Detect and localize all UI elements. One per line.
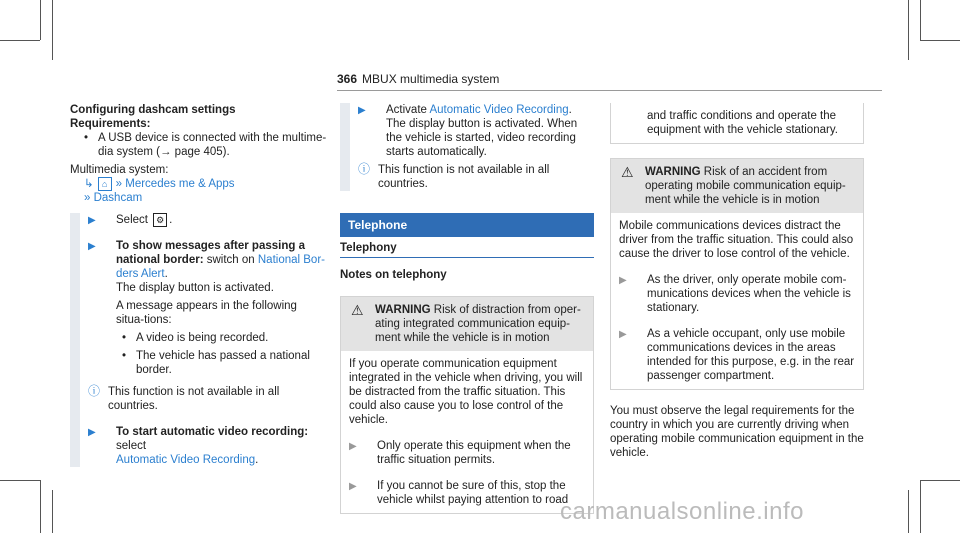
- requirement-item: • A USB device is connected with the multime-dia system (→ page 405).: [84, 132, 327, 158]
- list-item: • The vehicle has passed a national border.: [122, 350, 310, 376]
- step-border-alert: ▶ To show messages after passing a national border: switch on National Bor-ders Alert. The display button is activated. A message appears in the following situa-tions: • A video is being recorded. • The vehicle has passed a national border.: [88, 239, 328, 377]
- menu-path-2: [70, 191, 328, 205]
- chevron-right-icon: »: [115, 178, 123, 190]
- step-arrow-icon: ▶: [619, 329, 627, 340]
- step-activate: ▶ Activate Automatic Video Recording. The display button is activated. When the vehicle is started, video recording starts automatically.: [358, 104, 578, 158]
- warning-body: If you operate communication equipment integrated in the vehicle when driving, you will be distracted from the traffic situation. This could also cause you to lose control of the vehicle. ▶ Only operate this equipment when the traffic situation permits. ▶ If you cannot be sure of this, stop the vehicle whilst paying attention to road: [341, 351, 593, 513]
- warning-step: ▶ Only operate this equipment when the traffic situation permits.: [349, 440, 571, 466]
- crop-mark: [52, 490, 53, 533]
- step-arrow-icon: ▶: [349, 441, 357, 452]
- header-rule: [337, 90, 882, 91]
- warning-step: ▶ As the driver, only operate mobile com-munications devices when the vehicle is stationary.: [619, 274, 851, 314]
- automatic-video-recording-link[interactable]: Automatic Video Recording: [116, 454, 256, 466]
- chevron-right-icon: »: [84, 192, 91, 204]
- warning-step: ▶ As a vehicle occupant, only use mobile communications devices in the areas intended for this purpose, e.g. in the rear passenger compartment.: [619, 328, 855, 382]
- list-item: • A video is being recorded.: [122, 332, 269, 344]
- subsection-title: Telephony: [340, 241, 594, 258]
- step-auto-record: ▶ To start automatic video recording: select Automatic Video Recording.: [88, 426, 309, 466]
- section-heading: Configuring dashcam settings: [70, 104, 236, 116]
- instruction-block: [340, 103, 594, 191]
- page-number: 366: [337, 72, 358, 86]
- column-2: [340, 103, 594, 514]
- warning-box-continued: and traffic conditions and operate the equipment with the vehicle stationary.: [610, 103, 864, 144]
- crop-mark: [920, 40, 960, 41]
- section-title: Telephone: [340, 213, 594, 237]
- step-arrow-icon: ▶: [358, 105, 366, 116]
- menu-path: [70, 177, 328, 191]
- closing-paragraph: You must observe the legal requirements for the country in which you are currently driving when operating mobile communication equipment in the vehicle.: [610, 405, 864, 459]
- crop-mark: [908, 490, 909, 533]
- watermark: carmanualsonline.info: [560, 498, 804, 525]
- crop-mark: [40, 0, 41, 40]
- warning-icon: ⚠: [351, 302, 364, 318]
- menu-link-mercedes-me[interactable]: Mercedes me & Apps: [125, 178, 235, 190]
- settings-icon: ⚙: [153, 213, 167, 227]
- page-header: [337, 72, 499, 86]
- info-note: ⓘ This function is not available in all countries.: [358, 162, 550, 190]
- warning-header: ⚠ WARNING Risk of an accident from operating mobile communication equip-ment while the vehicle is in motion: [611, 159, 863, 213]
- warning-step: ▶ If you cannot be sure of this, stop the vehicle whilst paying attention to road: [349, 480, 569, 506]
- crop-mark: [920, 480, 921, 533]
- info-icon: ⓘ: [88, 384, 101, 398]
- crop-mark: [52, 40, 53, 60]
- column-1: [70, 103, 328, 467]
- crop-mark: [920, 0, 921, 40]
- step-arrow-icon: ▶: [619, 275, 627, 286]
- info-icon: ⓘ: [358, 162, 371, 176]
- step-arrow-icon: ▶: [349, 481, 357, 492]
- requirements-label: Requirements:: [70, 118, 151, 130]
- warning-header: ⚠ WARNING Risk of distraction from oper-ating integrated communication equip-ment while the vehicle is in motion: [341, 297, 593, 351]
- crop-mark: [0, 40, 40, 41]
- crop-mark: [40, 480, 41, 533]
- path-label: Multimedia system:: [70, 164, 169, 176]
- warning-box: [610, 158, 864, 390]
- automatic-video-recording-link[interactable]: Automatic Video Recording: [429, 104, 569, 116]
- menu-link-dashcam[interactable]: Dashcam: [93, 192, 143, 204]
- crop-mark: [920, 480, 960, 481]
- home-icon: ⌂: [98, 177, 112, 191]
- step-arrow-icon: ▶: [88, 241, 96, 252]
- crop-mark: [52, 0, 53, 40]
- page-title: MBUX multimedia system: [362, 72, 500, 86]
- warning-body: Mobile communications devices distract the driver from the traffic situation. This could also cause the driver to lose control of the vehicle. ▶ As the driver, only operate mobile com-munications devices when the vehicle is stationary. ▶ As a vehicle occupant, only use mobile communications devices in the areas intended for this purpose, e.g. in the rear passenger compartment.: [619, 220, 855, 382]
- step-arrow-icon: ▶: [88, 427, 96, 438]
- notes-heading: Notes on telephony: [340, 269, 447, 281]
- warning-icon: ⚠: [621, 164, 634, 180]
- path-arrow-icon: ↳: [84, 178, 94, 190]
- instruction-block: [70, 213, 328, 467]
- crop-mark: [908, 0, 909, 60]
- step-arrow-icon: ▶: [88, 215, 96, 226]
- step-select: ▶ Select ⚙ .: [88, 214, 173, 226]
- info-note: ⓘ This function is not available in all countries.: [88, 384, 280, 412]
- column-3: [610, 103, 864, 460]
- national-border-alert-link[interactable]: National Bor-ders Alert: [116, 254, 325, 280]
- warning-box: [340, 296, 594, 514]
- crop-mark: [0, 480, 40, 481]
- bullet-icon: •: [84, 132, 89, 144]
